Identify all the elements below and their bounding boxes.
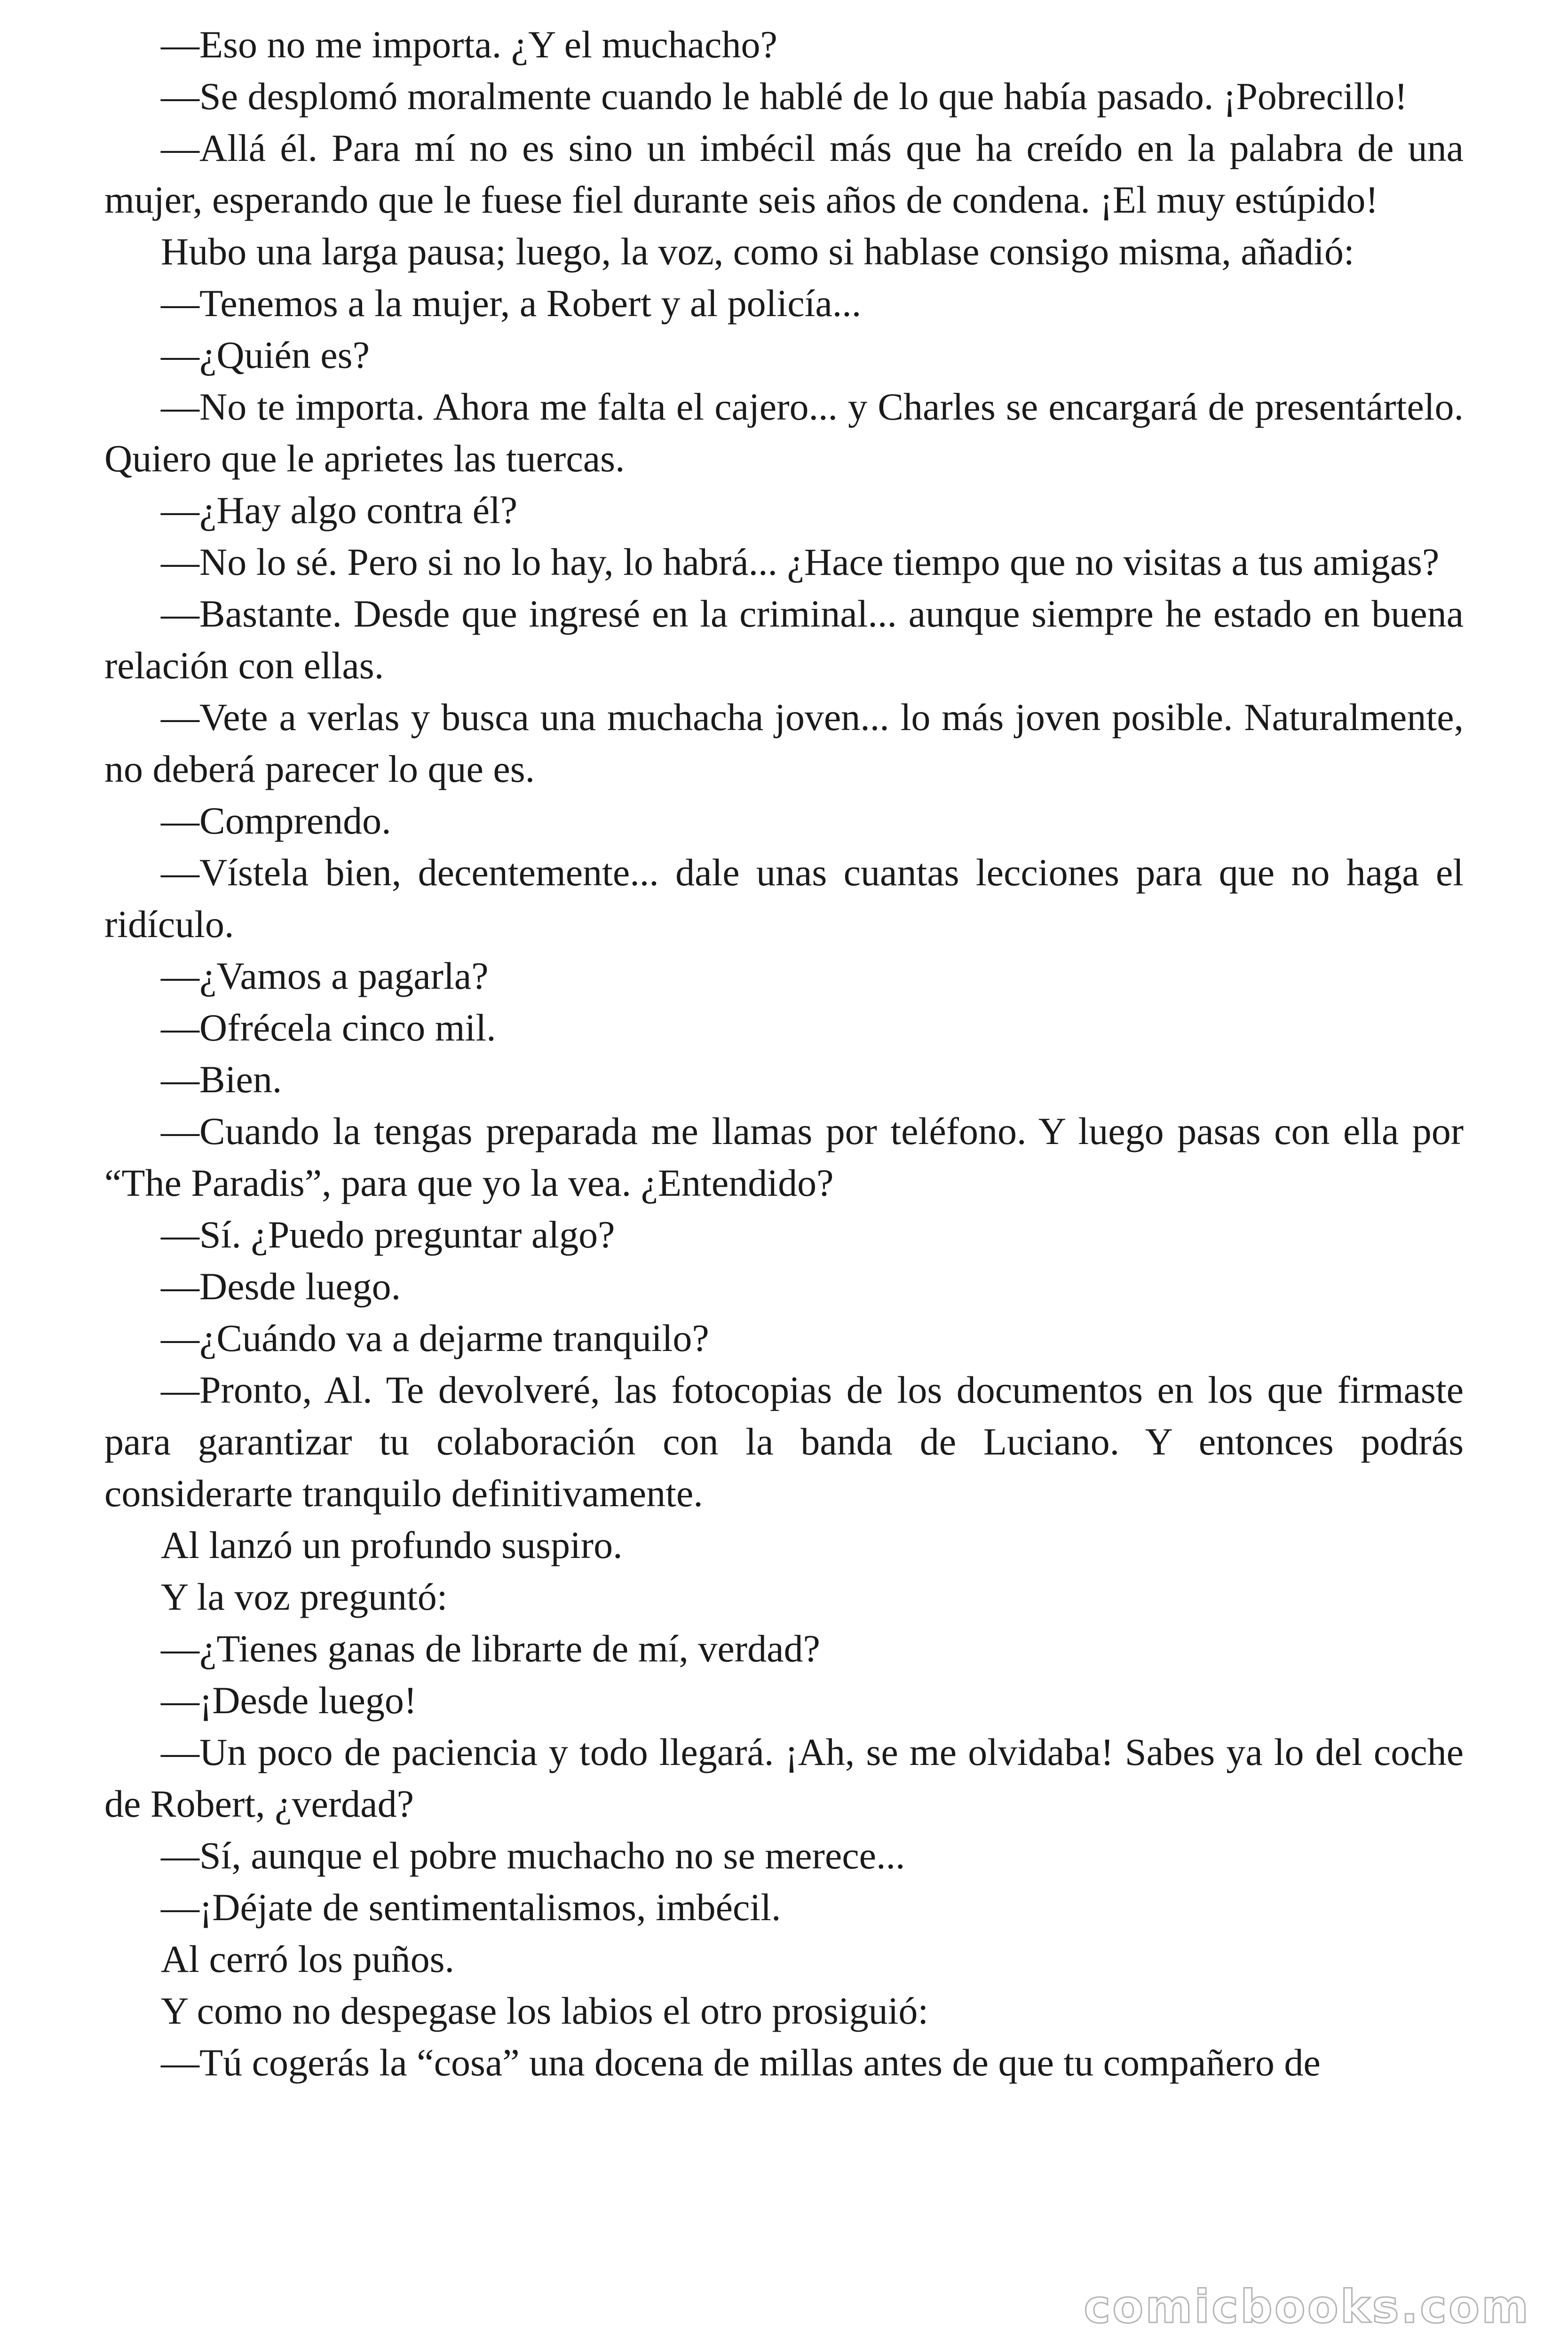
paragraph-7: —No te importa. Ahora me falta el cajero... y Charles se encargará de presentártelo. Quiero que le aprietes las tuercas. — [104, 385, 1464, 480]
paragraph-10: —Bastante. Desde que ingresé en la criminal... aunque siempre he estado en buena relación con ellas. — [104, 592, 1464, 687]
paragraph-16: —Bien. — [161, 1058, 282, 1101]
paragraph-6: —¿Quién es? — [161, 334, 370, 376]
paragraph-4: Hubo una larga pausa; luego, la voz, como si hablase consigo misma, añadió: — [161, 230, 1354, 273]
paragraph-11: —Vete a verlas y busca una muchacha joven... lo más joven posible. Naturalmente, no deberá parecer lo que es. — [104, 696, 1464, 790]
paragraph-13: —Vístela bien, decentemente... dale unas cuantas lecciones para que no haga el ridículo. — [104, 851, 1464, 946]
paragraph-30: Y como no despegase los labios el otro prosiguió: — [161, 1989, 929, 2032]
paragraph-25: —¡Desde luego! — [161, 1679, 417, 1722]
paragraph-18: —Sí. ¿Puedo preguntar algo? — [161, 1213, 615, 1256]
paragraph-23: Y la voz preguntó: — [161, 1575, 448, 1618]
paragraph-15: —Ofrécela cinco mil. — [161, 1006, 496, 1049]
paragraph-5: —Tenemos a la mujer, a Robert y al policía... — [161, 282, 862, 325]
paragraph-21: —Pronto, Al. Te devolveré, las fotocopias de los documentos en los que firmaste para garantizar tu colaboración con la banda de Luciano. Y entonces podrás considerarte tranquilo definitivamente. — [104, 1368, 1464, 1515]
paragraph-8: —¿Hay algo contra él? — [161, 489, 518, 532]
page-body-text — [104, 19, 1464, 2089]
paragraph-22: Al lanzó un profundo suspiro. — [161, 1524, 623, 1566]
paragraph-3: —Allá él. Para mí no es sino un imbécil más que ha creído en la palabra de una mujer, esperando que le fuese fiel durante seis años de condena. ¡El muy estúpido! — [104, 127, 1464, 221]
paragraph-24: —¿Tienes ganas de librarte de mí, verdad? — [161, 1627, 820, 1670]
paragraph-26: —Un poco de paciencia y todo llegará. ¡Ah, se me olvidaba! Sabes ya lo del coche de Robert, ¿verdad? — [104, 1731, 1464, 1825]
paragraph-20: —¿Cuándo va a dejarme tranquilo? — [161, 1317, 709, 1359]
paragraph-19: —Desde luego. — [161, 1265, 401, 1308]
paragraph-9: —No lo sé. Pero si no lo hay, lo habrá... ¿Hace tiempo que no visitas a tus amigas? — [161, 540, 1440, 583]
watermark-logo: comicbooks.com — [1084, 2280, 1530, 2333]
paragraph-17: —Cuando la tengas preparada me llamas por teléfono. Y luego pasas con ella por “The Paradis”, para que yo la vea. ¿Entendido? — [104, 1110, 1464, 1204]
paragraph-2: —Se desplomó moralmente cuando le hablé de lo que había pasado. ¡Pobrecillo! — [161, 75, 1408, 118]
paragraph-14: —¿Vamos a pagarla? — [161, 954, 489, 997]
paragraph-1: —Eso no me importa. ¿Y el muchacho? — [161, 23, 777, 66]
paragraph-12: —Comprendo. — [161, 799, 391, 842]
paragraph-28: —¡Déjate de sentimentalismos, imbécil. — [161, 1886, 781, 1929]
paragraph-27: —Sí, aunque el pobre muchacho no se merece... — [161, 1834, 905, 1877]
paragraph-29: Al cerró los puños. — [161, 1938, 455, 1980]
paragraph-31: —Tú cogerás la “cosa” una docena de millas antes de que tu compañero de — [161, 2041, 1321, 2084]
